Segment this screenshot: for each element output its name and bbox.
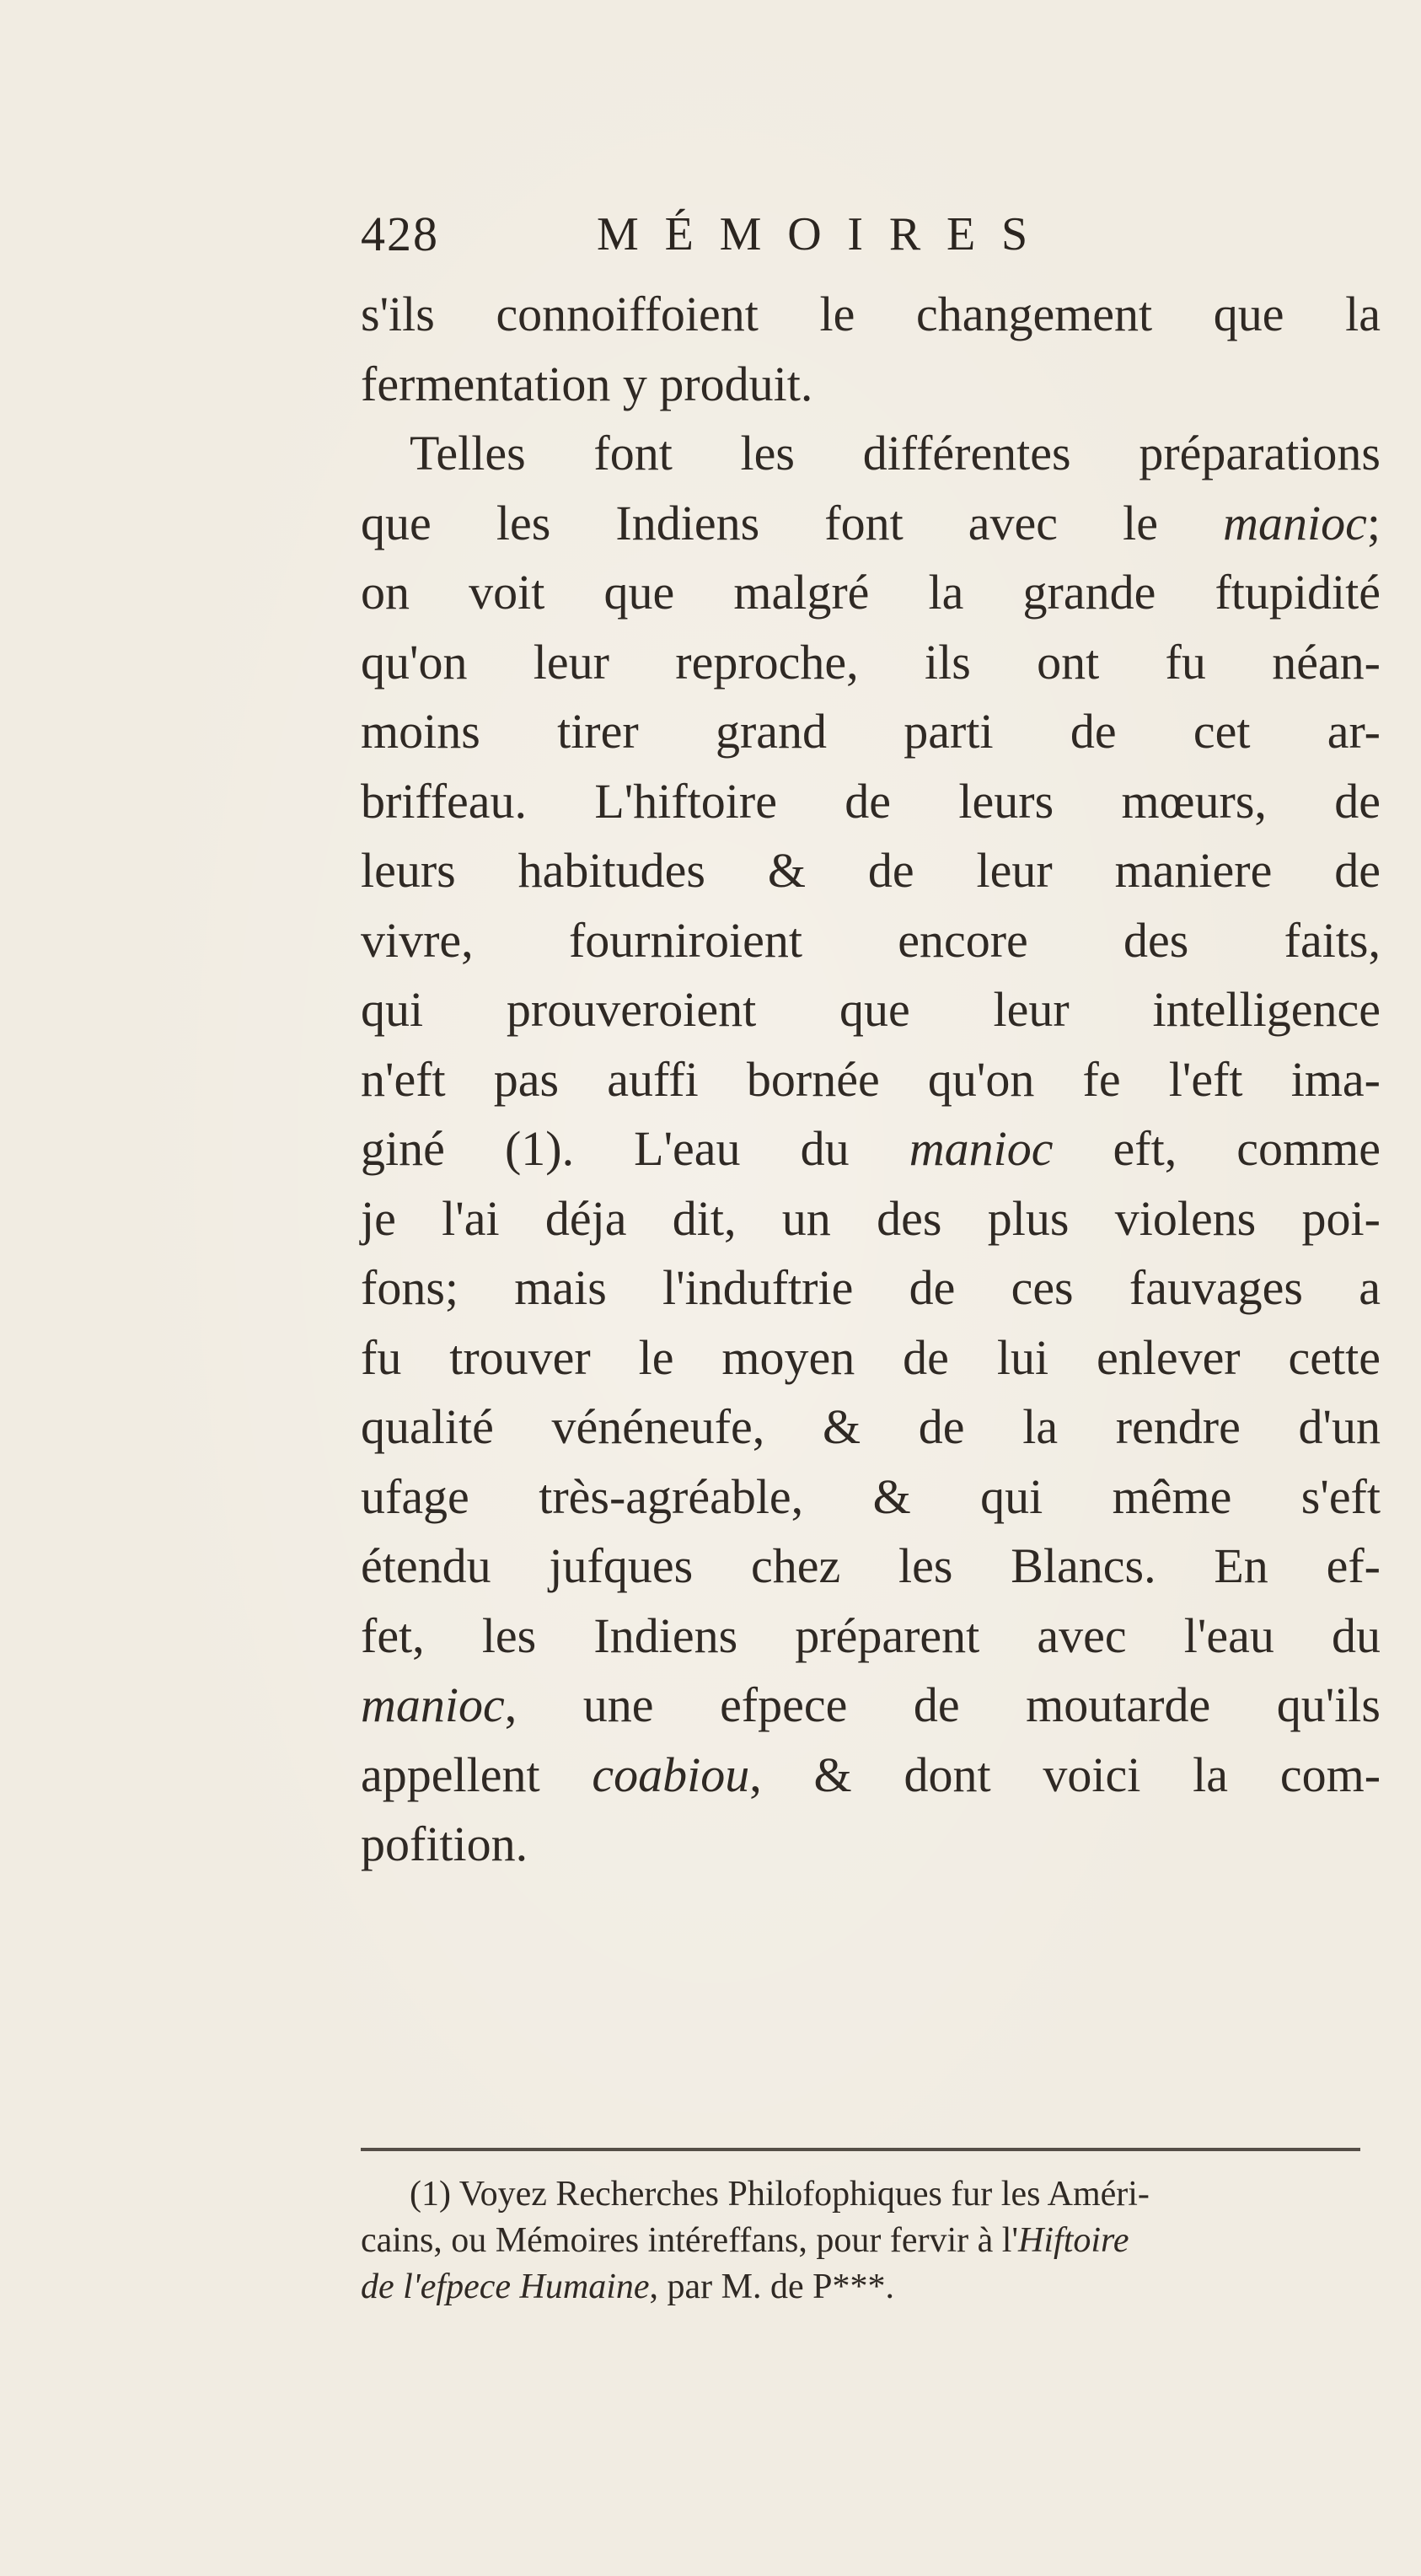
italic-term: Hiftoire <box>1018 2221 1129 2260</box>
text-segment: que les Indiens font avec le <box>361 495 1224 550</box>
text-line: je l'ai déja dit, un des plus violens poi- <box>361 1190 1381 1246</box>
italic-term: de l'efpece Humaine <box>361 2267 650 2306</box>
page-header <box>361 201 1119 268</box>
text-line: fons; mais l'induftrie de ces fauvages a <box>361 1260 1381 1315</box>
text-line: s'ils connoiffoient le changement que la <box>361 287 1381 341</box>
italic-term: coabiou <box>592 1747 750 1802</box>
text-line: ufage très-agréable, & qui même s'eft <box>361 1468 1381 1524</box>
running-head: MÉMOIRES <box>597 208 1054 260</box>
text-segment: eft, comme <box>1053 1121 1381 1176</box>
text-line: n'eft pas auffi bornée qu'on fe l'eft ima- <box>361 1051 1381 1107</box>
text-line: pofition. <box>361 1817 528 1871</box>
text-line <box>361 489 1381 559</box>
text-line: qu'on leur reproche, ils ont fu néan- <box>361 634 1381 690</box>
footnote-line: (1) Voyez Recherches Philofophiques fur les Améri- <box>410 2175 1150 2214</box>
text-segment: appellent <box>361 1747 593 1802</box>
page-number: 428 <box>361 207 439 261</box>
text-segment: giné (1). L'eau du <box>361 1121 909 1176</box>
italic-term: manioc <box>1223 495 1367 550</box>
text-line: leurs habitudes & de leur maniere de <box>361 843 1381 898</box>
text-line: qualité vénéneufe, & de la rendre d'un <box>361 1399 1381 1454</box>
text-line: Telles font les différentes préparations <box>410 426 1381 480</box>
text-line <box>361 1114 1381 1184</box>
text-segment: , par M. de P***. <box>649 2267 894 2306</box>
text-line: on voit que malgré la grande ftupidité <box>361 565 1381 620</box>
italic-term: manioc <box>909 1121 1054 1176</box>
text-segment: ; <box>1366 495 1381 550</box>
text-line: briffeau. L'hiftoire de leurs mœurs, de <box>361 773 1381 829</box>
body-text <box>361 280 1381 1880</box>
text-segment: , & dont voici la com- <box>749 1747 1381 1802</box>
text-segment: cains, ou Mémoires intéreffans, pour fervir à l' <box>361 2221 1019 2260</box>
text-line: fet, les Indiens préparent avec l'eau du <box>361 1607 1381 1663</box>
footnote <box>361 2171 1372 2310</box>
text-line: fu trouver le moyen de lui enlever cette <box>361 1329 1381 1385</box>
text-line: moins tirer grand parti de cet ar- <box>361 704 1381 759</box>
footnote-line <box>361 2264 1372 2310</box>
text-line: qui prouveroient que leur intelligence <box>361 982 1381 1037</box>
text-segment: , une efpece de moutarde qu'ils <box>504 1677 1381 1732</box>
text-line: vivre, fourniroient encore des faits, <box>361 912 1381 968</box>
italic-term: manioc <box>361 1677 505 1732</box>
text-line: fermentation y produit. <box>361 356 813 411</box>
footnote-rule <box>361 2148 1360 2151</box>
text-line <box>361 1741 1381 1811</box>
text-line: étendu jufques chez les Blancs. En ef- <box>361 1538 1381 1593</box>
footnote-line <box>361 2218 1372 2264</box>
text-line <box>361 1671 1381 1741</box>
